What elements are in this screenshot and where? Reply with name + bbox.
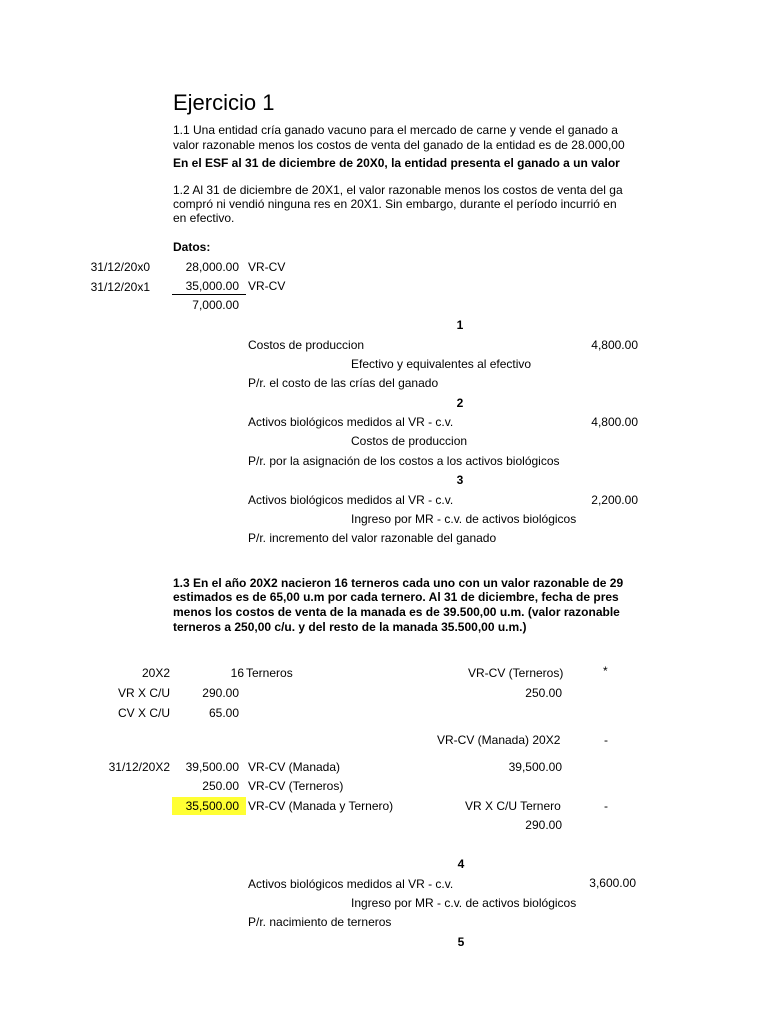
entry-memo: P/r. por la asignación de los costos a los activos biológicos (248, 454, 560, 468)
calc-right-heading: VR-CV (Manada) 20X2 (437, 733, 561, 747)
entry-memo: P/r. nacimiento de terneros (248, 915, 392, 929)
calc-vr-value: 290.00 (202, 686, 239, 700)
calc-count: 16 (230, 666, 244, 680)
calc-terneros-amount: 250.00 (202, 779, 239, 793)
section-line: terneros a 250,00 c/u. y del resto de la manada 35.500,00 u.m.) (173, 620, 527, 634)
calc-dash: - (604, 733, 608, 747)
datos-label: Datos: (173, 240, 211, 254)
entry-amount: 2,200.00 (591, 493, 638, 507)
section-line: estimados es de 65,00 u.m por cada ternero. Al 31 de diciembre, fecha de pres (173, 590, 619, 604)
calc-right-value: 290.00 (525, 818, 562, 832)
datos-difference: 7,000.00 (192, 298, 239, 312)
calc-mt-amount: 35,500.00 (185, 799, 239, 813)
calc-right-heading: VR-CV (Terneros) (468, 666, 564, 680)
entry-debit-account: Activos biológicos medidos al VR - c.v. (248, 877, 454, 891)
calc-terneros-desc: VR-CV (Terneros) (248, 779, 344, 793)
calc-date: 31/12/20X2 (108, 760, 170, 774)
calc-star: * (603, 664, 608, 678)
calc-right-value: 250.00 (525, 686, 562, 700)
page-title: Ejercicio 1 (173, 90, 275, 115)
section-line: menos los costos de venta de la manada es de 39.500,00 u.m. (valor razonable (173, 605, 620, 619)
datos-desc: VR-CV (248, 260, 286, 274)
datos-amount: 28,000.00 (185, 260, 239, 274)
datos-amount: 35,000.00 (185, 279, 239, 293)
entry-debit-account: Activos biológicos medidos al VR - c.v. (248, 415, 454, 429)
entry-debit-account: Activos biológicos medidos al VR - c.v. (248, 493, 454, 507)
calc-manada-desc: VR-CV (Manada) (248, 760, 341, 774)
entry-credit-account: Ingreso por MR - c.v. de activos biológicos (351, 896, 577, 910)
intro-line: 1.1 Una entidad cría ganado vacuno para el mercado de carne y vende el ganado a (173, 123, 618, 137)
entry-amount: 3,600.00 (589, 876, 636, 890)
calc-right-heading: VR X C/U Ternero (465, 799, 561, 813)
intro-line: valor razonable menos los costos de venta del ganado de la entidad es de 28.000,00 (173, 138, 625, 152)
entry-debit-account: Costos de produccion (248, 338, 365, 352)
intro-line: en efectivo. (173, 211, 235, 225)
section-line: 1.3 En el año 20X2 nacieron 16 terneros cada uno con un valor razonable de 29 (173, 576, 624, 590)
entry-number: 5 (457, 935, 465, 949)
sum-underline (172, 294, 246, 295)
datos-date: 31/12/20x0 (90, 260, 150, 274)
intro-line: compró ni vendió ninguna res en 20X1. Sin embargo, durante el período incurrió en (173, 197, 617, 211)
calc-cv-value: 65.00 (208, 706, 239, 720)
calc-count-desc: Terneros (246, 666, 293, 680)
entry-number: 2 (456, 396, 464, 410)
entry-amount: 4,800.00 (591, 415, 638, 429)
datos-desc: VR-CV (248, 279, 286, 293)
calc-manada-amount: 39,500.00 (185, 760, 239, 774)
calc-right-value: 39,500.00 (508, 760, 562, 774)
calc-dash: - (604, 799, 608, 813)
entry-number: 3 (456, 473, 464, 487)
entry-memo: P/r. incremento del valor razonable del ganado (248, 531, 497, 545)
entry-credit-account: Efectivo y equivalentes al efectivo (351, 357, 532, 371)
entry-memo: P/r. el costo de las crías del ganado (248, 376, 439, 390)
entry-number: 1 (456, 318, 464, 332)
intro-bold-line: En el ESF al 31 de diciembre de 20X0, la entidad presenta el ganado a un valor (173, 156, 620, 170)
calc-year-label: 20X2 (141, 666, 170, 680)
datos-date: 31/12/20x1 (90, 280, 150, 294)
entry-amount: 4,800.00 (591, 338, 638, 352)
calc-vr-label: VR X C/U (117, 686, 170, 700)
entry-credit-account: Costos de produccion (351, 434, 468, 448)
calc-cv-label: CV X C/U (117, 706, 170, 720)
entry-number: 4 (457, 857, 465, 871)
entry-credit-account: Ingreso por MR - c.v. de activos biológicos (351, 512, 577, 526)
calc-mt-desc: VR-CV (Manada y Ternero) (248, 799, 394, 813)
intro-line: 1.2 Al 31 de diciembre de 20X1, el valor razonable menos los costos de venta del ga (173, 183, 623, 197)
